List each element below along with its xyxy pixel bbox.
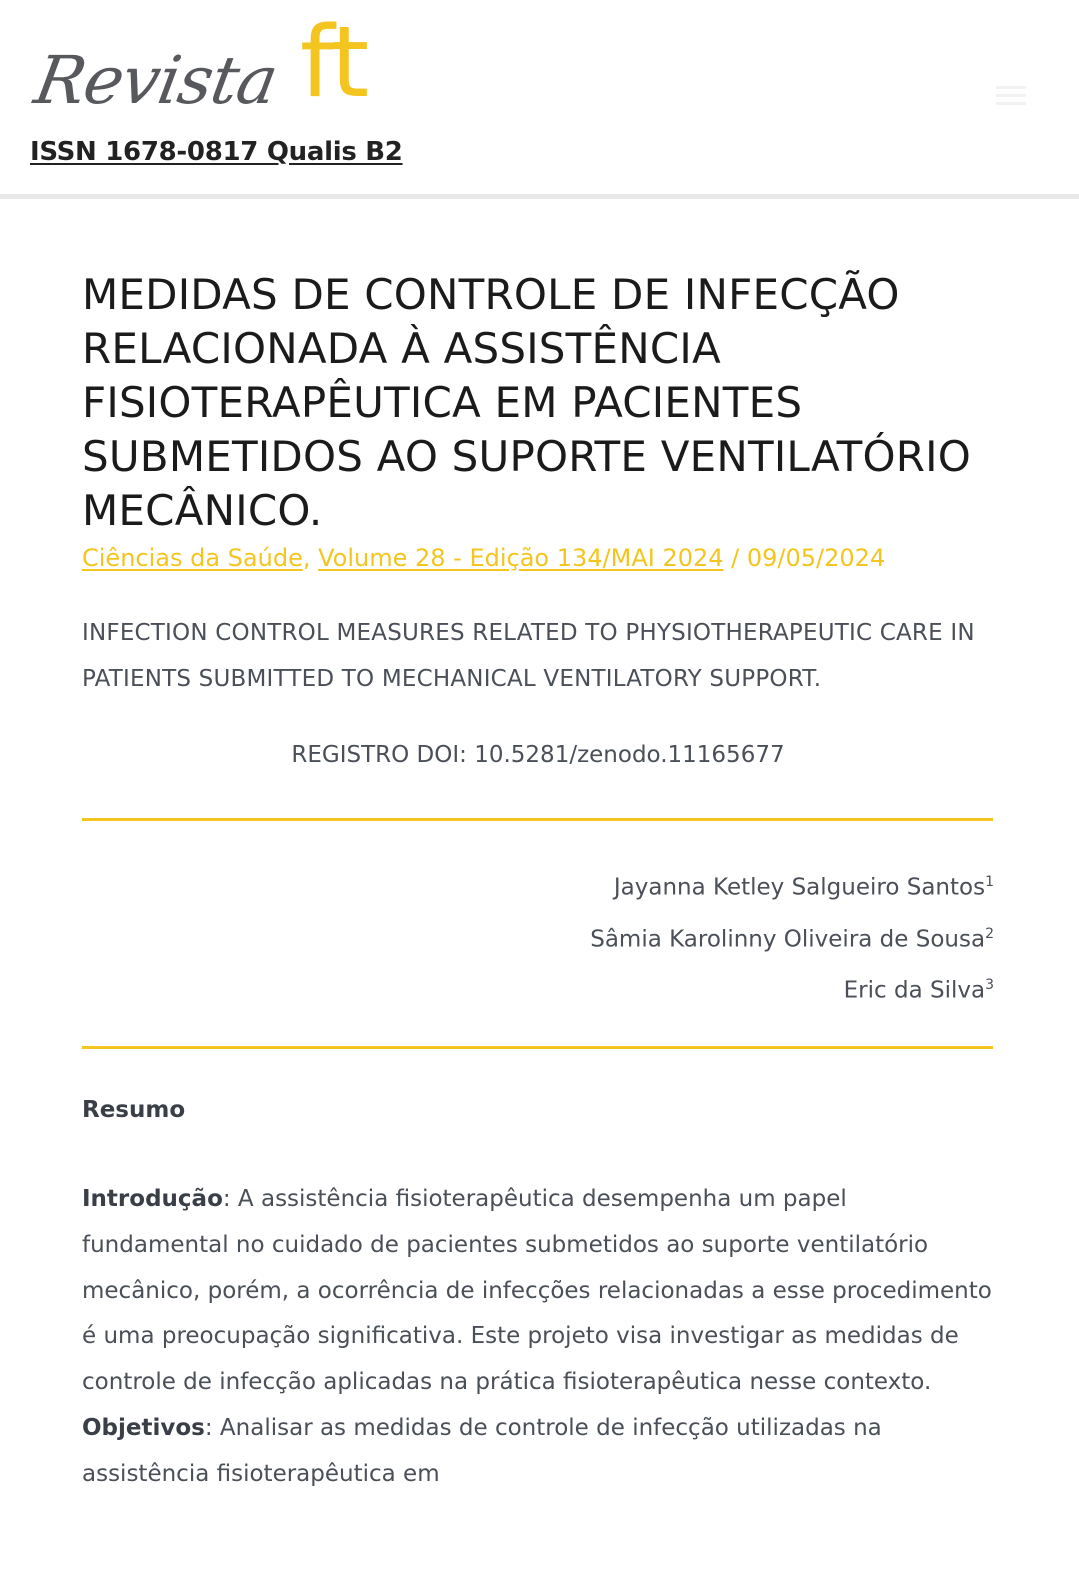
author-item — [82, 962, 994, 1014]
objectives-text: : Analisar as medidas de controle de infecção utilizadas na assistência fisioterapêutica em — [82, 1414, 882, 1487]
author-footnote-mark: 3 — [985, 977, 994, 994]
logo-script-text: Revista — [29, 42, 283, 119]
article-content — [82, 268, 994, 1521]
doi-registration: REGISTRO DOI: 10.5281/zenodo.11165677 — [291, 742, 785, 768]
author-name: Eric da Silva — [843, 977, 986, 1004]
author-footnote-mark: 1 — [985, 874, 994, 890]
hamburger-menu-icon[interactable] — [996, 86, 1026, 108]
article-title: MEDIDAS DE CONTROLE DE INFECÇÃO RELACIONADA À ASSISTÊNCIA FISIOTERAPÊUTICA EM PACIENTES SUBMETIDOS AO SUPORTE VENTILATÓRIO MECÂNICO. — [82, 270, 972, 535]
menu-bar — [996, 102, 1026, 105]
section-divider — [82, 1046, 993, 1049]
logo-ft-mark: ft — [300, 6, 368, 120]
abstract-heading: Resumo — [82, 1096, 186, 1123]
author-item — [82, 911, 994, 963]
abstract-paragraph — [82, 1177, 994, 1498]
volume-link[interactable]: Volume 28 - Edição 134/MAI 2024 — [318, 544, 724, 572]
menu-bar — [996, 86, 1026, 89]
author-name: Jayanna Ketley Salgueiro Santos — [613, 874, 986, 901]
author-name: Sâmia Karolinny Oliveira de Sousa — [590, 926, 986, 953]
revista-ft-logo[interactable] — [29, 6, 412, 140]
publish-date: / 09/05/2024 — [723, 544, 886, 572]
issn-link[interactable]: ISSN 1678-0817 Qualis B2 — [30, 137, 403, 167]
intro-text: : A assistência fisioterapêutica desempenha um papel fundamental no cuidado de pacientes submetidos ao suporte ventilatório mecânico, porém, a ocorrência de infecções relacionadas a esse procedimento é uma preocupação significativa. Este projeto visa investigar as medidas de controle de infecção aplicadas na prática fisioterapêutica nesse contexto. — [82, 1185, 992, 1396]
article-meta — [82, 544, 994, 572]
objectives-label: Objetivos — [82, 1414, 205, 1441]
category-link[interactable]: Ciências da Saúde — [82, 544, 303, 572]
author-item — [82, 859, 994, 911]
menu-bar — [996, 94, 1026, 97]
section-divider — [82, 818, 993, 821]
header-divider — [0, 194, 1079, 199]
site-header — [0, 0, 1079, 194]
author-list — [82, 859, 994, 1014]
author-footnote-mark: 2 — [985, 925, 994, 942]
meta-separator: , — [302, 544, 311, 572]
intro-label: Introdução — [82, 1185, 223, 1212]
english-title: INFECTION CONTROL MEASURES RELATED TO PHYSIOTHERAPEUTIC CARE IN PATIENTS SUBMITTED TO MECHANICAL VENTILATORY SUPPORT. — [82, 620, 975, 692]
